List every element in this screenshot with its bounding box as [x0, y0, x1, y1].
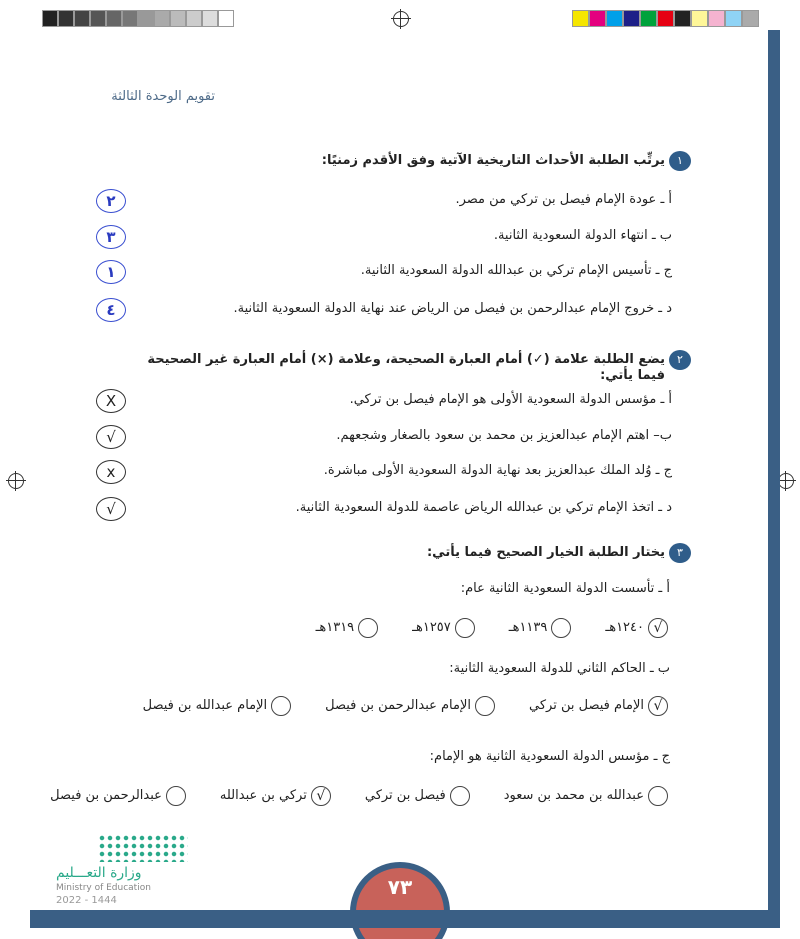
gray-swatch: [42, 10, 58, 27]
true-false-answer-circle[interactable]: √: [96, 497, 126, 521]
question-part-text: أ ـ تأسست الدولة السعودية الثانية عام:: [460, 581, 670, 596]
choice-option[interactable]: [220, 786, 331, 806]
option-label: عبدالله بن محمد بن سعود: [503, 788, 644, 803]
gray-swatch: [138, 10, 154, 27]
statement-text: د ـ خروج الإمام عبدالرحمن بن فيصل من الرياض عند نهاية الدولة السعودية الثانية.: [233, 301, 672, 316]
gray-swatch: [58, 10, 74, 27]
statement-text: ب ـ انتهاء الدولة السعودية الثانية.: [493, 228, 672, 243]
true-false-answer-circle[interactable]: X: [96, 389, 126, 413]
option-label: ١١٣٩هـ: [508, 620, 548, 635]
question-number-badge: ٢: [669, 350, 691, 370]
ministry-name-ar: وزارة التعـــليم: [56, 865, 142, 881]
color-swatch: [742, 10, 759, 27]
statement-text: ب– اهتم الإمام عبدالعزيز بن محمد بن سعود بالصغار وشجعهم.: [336, 428, 672, 443]
question-part-text: ب ـ الحاكم الثاني للدولة السعودية الثانية:: [449, 661, 670, 676]
choice-option[interactable]: [50, 786, 186, 806]
option-label: عبدالرحمن بن فيصل: [50, 788, 162, 803]
color-swatch: [708, 10, 725, 27]
choice-option[interactable]: [412, 618, 475, 638]
page-number: ٧٣: [387, 875, 413, 899]
bottom-bar: [30, 910, 780, 928]
gray-swatch: [90, 10, 106, 27]
radio-circle[interactable]: [358, 618, 378, 638]
radio-circle[interactable]: [166, 786, 186, 806]
color-swatch: [691, 10, 708, 27]
order-answer-circle[interactable]: ١: [96, 260, 126, 284]
choice-option[interactable]: [365, 786, 470, 806]
choice-option[interactable]: [509, 618, 572, 638]
ministry-logo-dots: [98, 834, 188, 862]
unit-header: تقويم الوحدة الثالثة: [111, 89, 215, 104]
side-bar: [768, 30, 780, 925]
gray-swatch: [202, 10, 218, 27]
option-label: الإمام عبدالله بن فيصل: [142, 698, 268, 713]
radio-circle[interactable]: [475, 696, 495, 716]
option-label: ١٢٥٧هـ: [412, 620, 451, 635]
color-swatch: [725, 10, 742, 27]
radio-circle[interactable]: √: [648, 696, 668, 716]
gray-swatch: [186, 10, 202, 27]
radio-circle[interactable]: [551, 618, 571, 638]
registration-mark-icon: [8, 473, 24, 489]
true-false-answer-circle[interactable]: x: [96, 460, 126, 484]
gray-swatch: [74, 10, 90, 27]
option-label: ١٣١٩هـ: [315, 620, 355, 635]
gray-swatch: [170, 10, 186, 27]
question-title: يرتِّب الطلبة الأحداث التاريخية الآتية وفق الأقدم زمنيًا:: [321, 153, 665, 168]
choice-options-row: [143, 696, 668, 716]
choice-option[interactable]: [504, 786, 668, 806]
radio-circle[interactable]: √: [648, 618, 668, 638]
statement-text: د ـ اتخذ الإمام تركي بن عبدالله الرياض عاصمة للدولة السعودية الثانية.: [295, 500, 672, 515]
radio-circle[interactable]: [455, 618, 475, 638]
radio-circle[interactable]: [271, 696, 291, 716]
question-number-badge: ١: [669, 151, 691, 171]
gray-swatch: [106, 10, 122, 27]
order-answer-circle[interactable]: ٢: [96, 189, 126, 213]
question-title: يختار الطلبة الخيار الصحيح فيما يأتي:: [426, 545, 665, 560]
color-swatch: [589, 10, 606, 27]
order-answer-circle[interactable]: ٤: [96, 298, 126, 322]
choice-options-row: [316, 618, 668, 638]
registration-mark-icon: [393, 11, 409, 27]
order-answer-circle[interactable]: ٣: [96, 225, 126, 249]
color-swatch: [606, 10, 623, 27]
option-label: فيصل بن تركي: [364, 788, 446, 803]
option-label: ١٢٤٠هـ: [605, 620, 644, 635]
gray-swatch: [122, 10, 138, 27]
true-false-answer-circle[interactable]: √: [96, 425, 126, 449]
choice-options-row: [50, 786, 668, 806]
option-label: الإمام فيصل بن تركي: [529, 698, 644, 713]
color-swatch: [640, 10, 657, 27]
choice-option[interactable]: [605, 618, 668, 638]
choice-option[interactable]: [325, 696, 495, 716]
option-label: تركي بن عبدالله: [219, 788, 307, 803]
radio-circle[interactable]: [648, 786, 668, 806]
registration-mark-icon: [778, 473, 794, 489]
radio-circle[interactable]: [450, 786, 470, 806]
gray-swatch: [218, 10, 234, 27]
option-label: الإمام عبدالرحمن بن فيصل: [325, 698, 472, 713]
statement-text: ج ـ وُلد الملك عبدالعزيز بعد نهاية الدولة السعودية الأولى مباشرة.: [323, 463, 672, 478]
choice-option[interactable]: [143, 696, 292, 716]
choice-option[interactable]: [529, 696, 668, 716]
color-swatch: [572, 10, 589, 27]
statement-text: أ ـ مؤسس الدولة السعودية الأولى هو الإمام فيصل بن تركي.: [349, 392, 672, 407]
question-title: يضع الطلبة علامة (✓) أمام العبارة الصحيحة، وعلامة (×) أمام العبارة غير الصحيحة فيما يأتي:: [147, 352, 665, 383]
choice-option[interactable]: [316, 618, 379, 638]
edition-year: 2022 - 1444: [56, 895, 117, 906]
color-swatch: [674, 10, 691, 27]
statement-text: أ ـ عودة الإمام فيصل بن تركي من مصر.: [455, 192, 672, 207]
gray-swatch: [154, 10, 170, 27]
statement-text: ج ـ تأسيس الإمام تركي بن عبدالله الدولة السعودية الثانية.: [360, 263, 672, 278]
question-number-badge: ٣: [669, 543, 691, 563]
color-swatch: [623, 10, 640, 27]
radio-circle[interactable]: √: [311, 786, 331, 806]
question-part-text: ج ـ مؤسس الدولة السعودية الثانية هو الإمام:: [429, 749, 670, 764]
color-swatch: [657, 10, 674, 27]
ministry-name-en: Ministry of Education: [56, 883, 151, 893]
